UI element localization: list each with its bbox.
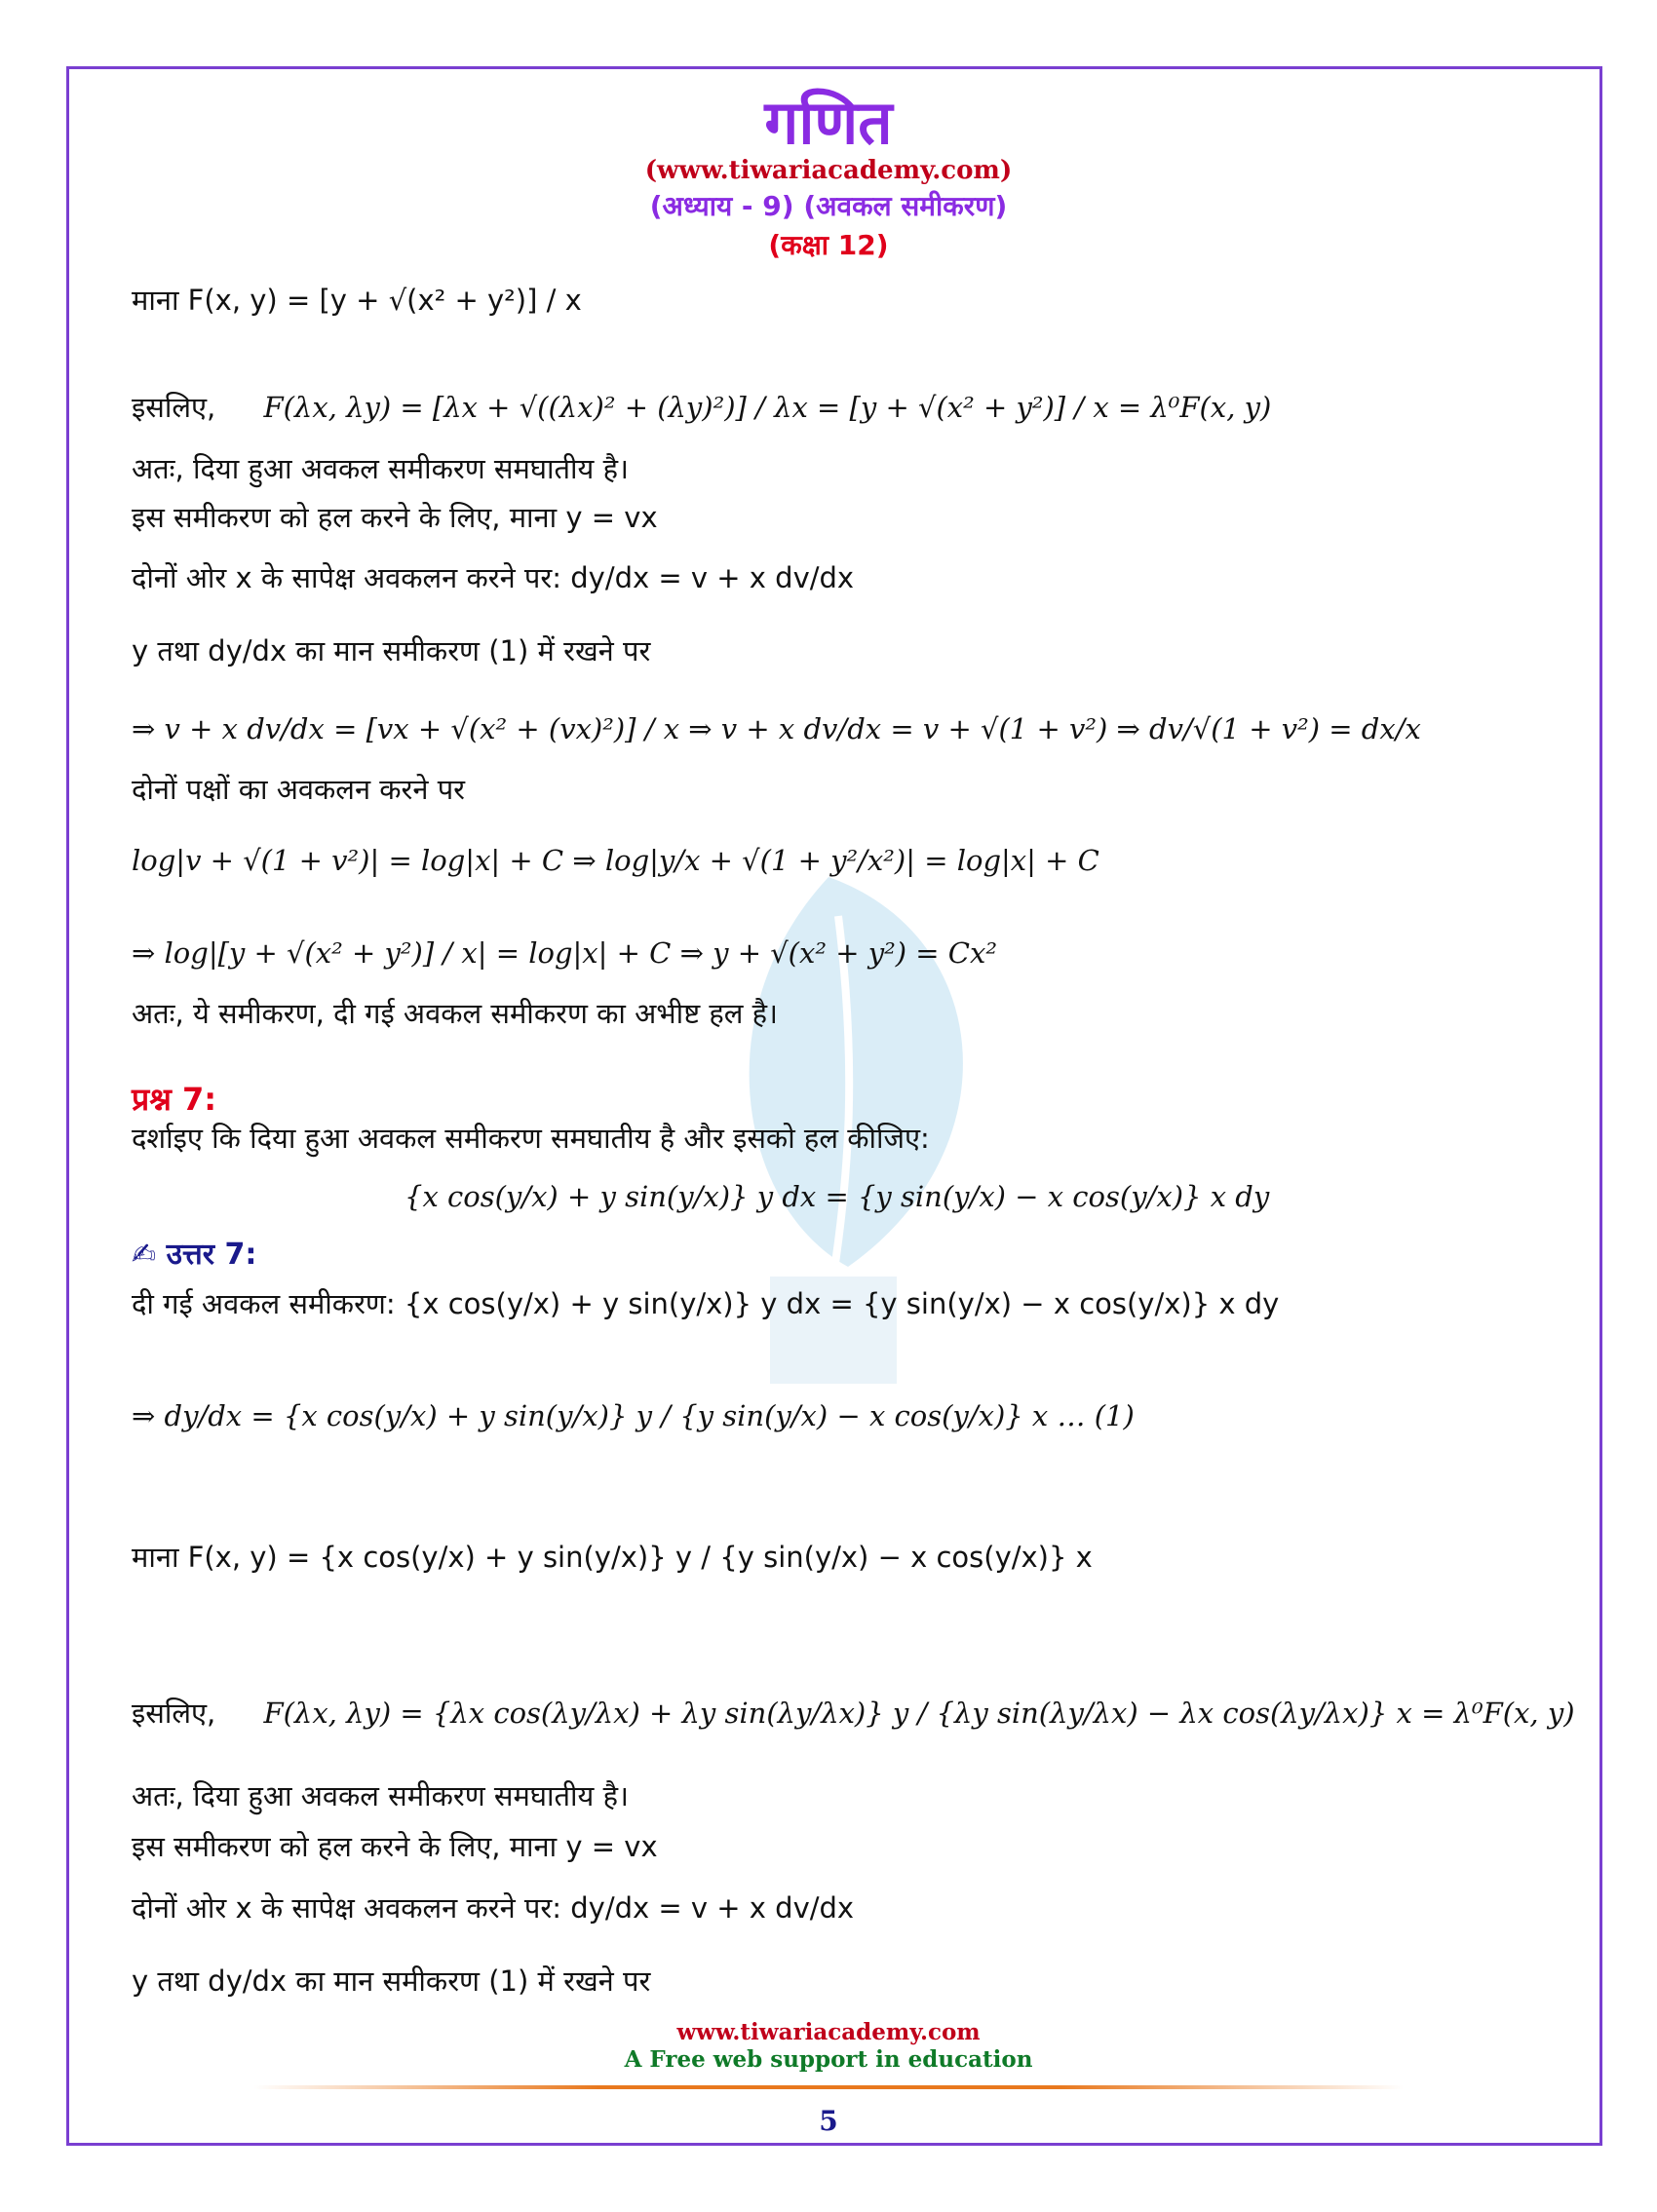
answer-substitute-values: y तथा dy/dx का मान समीकरण (1) में रखने पर xyxy=(132,1964,651,1998)
answer-differentiate: दोनों ओर x के सापेक्ष अवकलन करने पर: dy/dx = v + x dv/dx xyxy=(132,1891,855,1925)
answer-7-label: उत्तर 7: xyxy=(166,1238,257,1272)
line-integrate: दोनों पक्षों का अवकलन करने पर xyxy=(132,773,466,806)
answer-homogeneous: अतः, दिया हुआ अवकल समीकरण समघातीय है। xyxy=(132,1779,629,1812)
page-number: 5 xyxy=(819,2105,838,2137)
answer-dy-dx: ⇒ dy/dx = {x cos(y/x) + y sin(y/x)} y / {y sin(y/x) − x cos(y/x)} x … (1) xyxy=(132,1399,1135,1432)
question-7-equation: {x cos(y/x) + y sin(y/x)} y dx = {y sin(y/x) − x cos(y/x)} x dy xyxy=(405,1180,1270,1213)
pen-icon: ✍ xyxy=(132,1238,157,1272)
line-therefore-F xyxy=(132,390,1271,425)
line-log-result-1: log|v + √(1 + v²)| = log|x| + C ⇒ log|y/x + √(1 + y²/x²)| = log|x| + C xyxy=(132,844,1099,877)
homogeneity-equation: F(λx, λy) = [λx + √((λx)² + (λy)²)] / λx = [y + √(x² + y²)] / x = λ⁰F(x, y) xyxy=(263,391,1272,424)
answer-substitution: इस समीकरण को हल करने के लिए, माना y = vx xyxy=(132,1830,658,1863)
answer-given-equation: दी गई अवकल समीकरण: {x cos(y/x) + y sin(y/x)} y dx = {y sin(y/x) − x cos(y/x)} x dy xyxy=(132,1287,1280,1320)
therefore-label: इसलिए, xyxy=(132,391,216,424)
line-let-F: माना F(x, y) = [y + √(x² + y²)] / x xyxy=(132,284,582,317)
answer-let-F: माना F(x, y) = {x cos(y/x) + y sin(y/x)} y / {y sin(y/x) − x cos(y/x)} x xyxy=(132,1541,1093,1574)
line-conclusion: अतः, ये समीकरण, दी गई अवकल समीकरण का अभीष्ट हल है। xyxy=(132,997,779,1030)
answer-homogeneity-equation: F(λx, λy) = {λx cos(λy/λx) + λy sin(λy/λx)} y / {λy sin(λy/λx) − λx cos(λy/λx)} x = λ⁰F(x, y) xyxy=(263,1697,1575,1730)
line-differentiate: दोनों ओर x के सापेक्ष अवकलन करने पर: dy/dx = v + x dv/dx xyxy=(132,561,855,594)
answer-7-heading xyxy=(132,1238,256,1273)
header-site-link[interactable]: (www.tiwariacademy.com) xyxy=(644,156,1013,185)
line-separation: ⇒ v + x dv/dx = [vx + √(x² + (vx)²)] / x ⇒ v + x dv/dx = v + √(1 + v²) ⇒ dv/√(1 + v²) = dx/x xyxy=(132,712,1421,745)
line-log-result-2: ⇒ log|[y + √(x² + y²)] / x| = log|x| + C ⇒ y + √(x² + y²) = Cx² xyxy=(132,936,997,970)
line-substitute-values: y तथा dy/dx का मान समीकरण (1) में रखने पर xyxy=(132,634,651,667)
line-homogeneous: अतः, दिया हुआ अवकल समीकरण समघातीय है। xyxy=(132,452,629,485)
line-substitution: इस समीकरण को हल करने के लिए, माना y = vx xyxy=(132,501,658,534)
class-label: (कक्षा 12) xyxy=(768,229,889,261)
answer-therefore-label: इसलिए, xyxy=(132,1697,216,1730)
footer-tagline: A Free web support in education xyxy=(624,2046,1033,2073)
question-7-text: दर्शाइए कि दिया हुआ अवकल समीकरण समघातीय है और इसको हल कीजिए: xyxy=(132,1122,930,1155)
chapter-label: (अध्याय - 9) (अवकल समीकरण) xyxy=(649,190,1008,222)
answer-therefore-F xyxy=(132,1696,1575,1731)
footer-divider xyxy=(253,2085,1404,2089)
page-title: गणित xyxy=(764,87,893,158)
question-7-heading: प्रश्न 7: xyxy=(132,1081,217,1118)
footer-site-link[interactable]: www.tiwariacademy.com xyxy=(676,2019,981,2045)
